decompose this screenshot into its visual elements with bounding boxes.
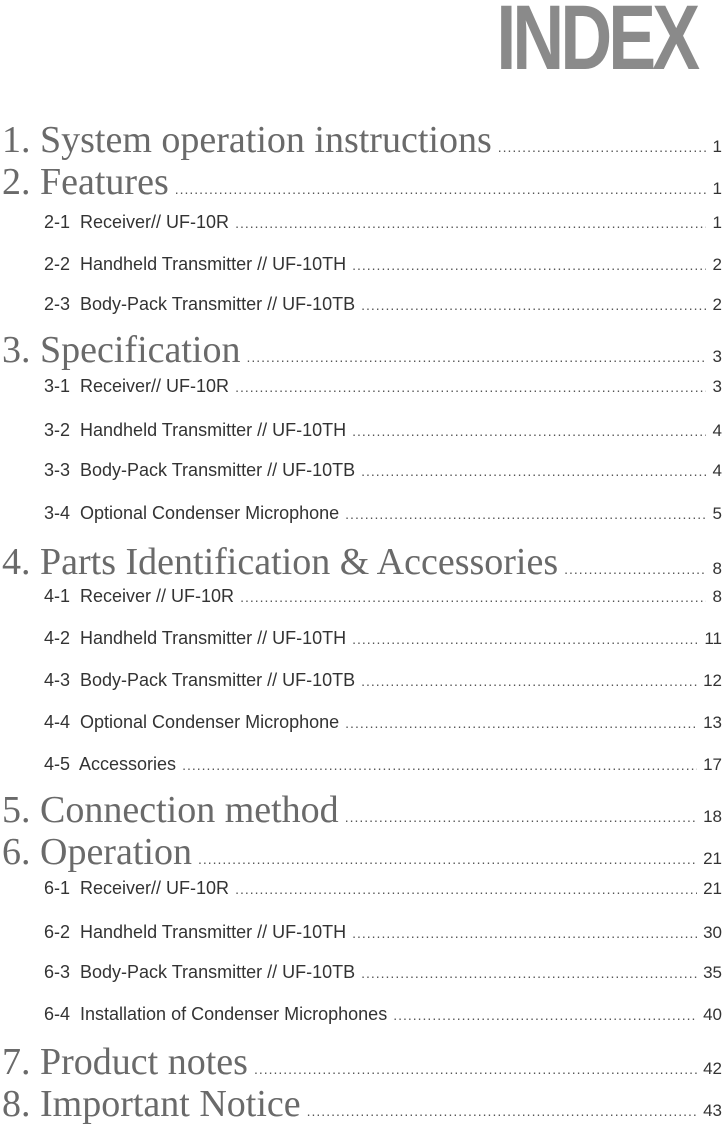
toc-section[interactable] [2, 788, 722, 832]
toc-subsection[interactable] [44, 420, 722, 441]
toc-entry-label: 4-4 Optional Condenser Microphone [44, 712, 340, 732]
dot-leader [352, 631, 698, 647]
toc-page-number: 40 [703, 1005, 722, 1024]
toc-entry-label: 2-2 Handheld Transmitter // UF-10TH [44, 254, 347, 274]
toc-subsection[interactable] [44, 503, 722, 524]
toc-subsection[interactable] [44, 294, 722, 315]
toc-entry-label: 2. Features [2, 161, 169, 203]
toc-page-number: 2 [712, 295, 722, 314]
toc-entry-label: 5. Connection method [2, 789, 339, 831]
toc-subsection[interactable] [44, 878, 722, 899]
toc-entry-label: 4. Parts Identification & Accessories [2, 541, 559, 583]
toc-entry-label: 7. Product notes [2, 1041, 248, 1083]
toc-subsection[interactable] [44, 962, 722, 983]
toc-page-number: 21 [703, 849, 722, 868]
toc-entry-label: 6. Operation [2, 831, 192, 873]
toc-entry-label: 3-3 Body-Pack Transmitter // UF-10TB [44, 460, 356, 480]
toc-entry-label: 2-3 Body-Pack Transmitter // UF-10TB [44, 294, 356, 314]
dot-leader [564, 561, 706, 577]
toc-section[interactable] [2, 118, 722, 162]
dot-leader [198, 851, 697, 867]
toc-section[interactable] [2, 1082, 722, 1126]
toc-subsection[interactable] [44, 586, 722, 607]
toc-subsection[interactable] [44, 922, 722, 943]
toc-subsection[interactable] [44, 1004, 722, 1025]
toc-subsection[interactable] [44, 254, 722, 275]
toc-entry-label: 2-1 Receiver// UF-10R [44, 212, 230, 232]
toc-section[interactable] [2, 540, 722, 584]
toc-page-number: 2 [712, 255, 722, 274]
dot-leader [393, 1007, 697, 1023]
dot-leader [307, 1103, 697, 1119]
toc-page-number: 5 [712, 504, 722, 523]
toc-page-number: 43 [703, 1101, 722, 1120]
toc-page-number: 3 [712, 377, 722, 396]
toc-entry-label: 6-1 Receiver// UF-10R [44, 878, 230, 898]
toc-entry-label: 4-5 Accessories [44, 754, 177, 774]
dot-leader [240, 589, 706, 605]
toc-section[interactable] [2, 160, 722, 204]
toc-page-number: 13 [703, 713, 722, 732]
dot-leader [361, 673, 697, 689]
toc-page-number: 21 [703, 879, 722, 898]
toc-subsection[interactable] [44, 670, 722, 691]
toc-page-number: 3 [712, 347, 722, 366]
toc-subsection[interactable] [44, 212, 722, 233]
toc-page-number: 1 [712, 213, 722, 232]
toc-page-number: 35 [703, 963, 722, 982]
toc-subsection[interactable] [44, 376, 722, 397]
toc-subsection[interactable] [44, 628, 722, 649]
toc-entry-label: 4-2 Handheld Transmitter // UF-10TH [44, 628, 347, 648]
toc-page-number: 12 [703, 671, 722, 690]
toc-section[interactable] [2, 328, 722, 372]
dot-leader [352, 423, 706, 439]
toc-page-number: 8 [712, 559, 722, 578]
toc-page-number: 8 [712, 587, 722, 606]
toc-page-number: 4 [712, 461, 722, 480]
toc-entry-label: 3-1 Receiver// UF-10R [44, 376, 230, 396]
toc-subsection[interactable] [44, 460, 722, 481]
toc-subsection[interactable] [44, 712, 722, 733]
dot-leader [361, 297, 706, 313]
dot-leader [235, 881, 697, 897]
toc-page-number: 1 [712, 137, 722, 156]
index-title: INDEX [496, 0, 696, 89]
toc-page-number: 11 [704, 629, 722, 648]
toc-page-number: 17 [703, 755, 722, 774]
toc-entry-label: 8. Important Notice [2, 1083, 301, 1125]
dot-leader [498, 139, 706, 155]
toc-entry-label: 3. Specification [2, 329, 241, 371]
toc-entry-label: 4-3 Body-Pack Transmitter // UF-10TB [44, 670, 356, 690]
toc-page-number: 1 [712, 179, 722, 198]
dot-leader [352, 257, 706, 273]
toc-page-number: 42 [703, 1059, 722, 1078]
toc-section[interactable] [2, 1040, 722, 1084]
toc-page-number: 30 [703, 923, 722, 942]
dot-leader [345, 715, 697, 731]
dot-leader [361, 463, 706, 479]
toc-subsection[interactable] [44, 754, 722, 775]
dot-leader [345, 809, 697, 825]
toc-entry-label: 6-4 Installation of Condenser Microphones [44, 1004, 388, 1024]
toc-entry-label: 4-1 Receiver // UF-10R [44, 586, 235, 606]
toc-entry-label: 6-3 Body-Pack Transmitter // UF-10TB [44, 962, 356, 982]
toc-entry-label: 3-2 Handheld Transmitter // UF-10TH [44, 420, 347, 440]
toc-entry-label: 1. System operation instructions [2, 119, 492, 161]
dot-leader [235, 215, 706, 231]
dot-leader [361, 965, 697, 981]
dot-leader [345, 506, 706, 522]
dot-leader [175, 181, 706, 197]
dot-leader [235, 379, 706, 395]
dot-leader [182, 757, 697, 773]
dot-leader [352, 925, 697, 941]
toc-entry-label: 3-4 Optional Condenser Microphone [44, 503, 340, 523]
toc-page-number: 4 [712, 421, 722, 440]
toc-section[interactable] [2, 830, 722, 874]
toc-entry-label: 6-2 Handheld Transmitter // UF-10TH [44, 922, 347, 942]
dot-leader [254, 1061, 697, 1077]
dot-leader [246, 349, 706, 365]
toc-page-number: 18 [703, 807, 722, 826]
